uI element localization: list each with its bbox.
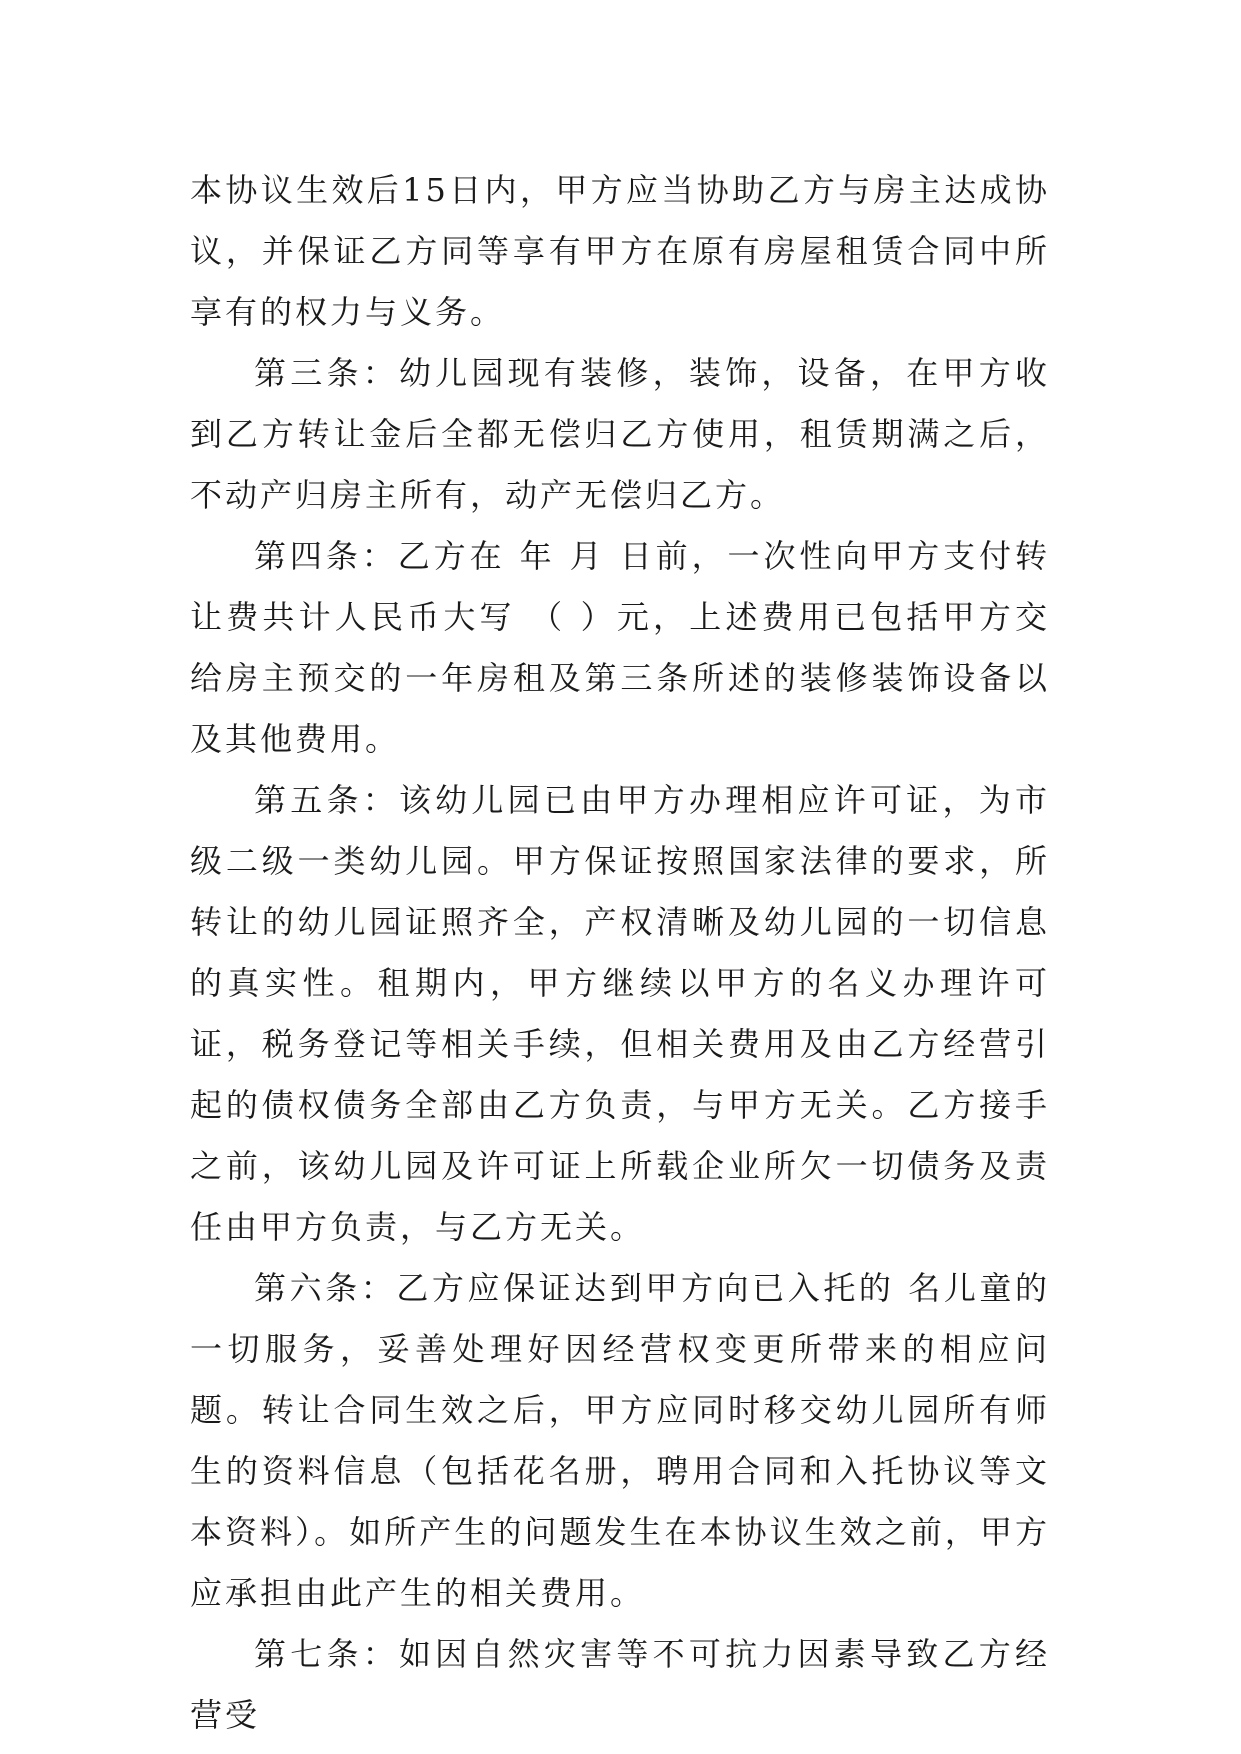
- document-body: [190, 160, 1050, 1746]
- paragraph-article-3: 第三条：幼儿园现有装修，装饰，设备，在甲方收到乙方转让金后全都无偿归乙方使用，租赁期满之后，不动产归房主所有，动产无偿归乙方。: [190, 354, 1050, 514]
- paragraph-article-5: 第五条：该幼儿园已由甲方办理相应许可证，为市级二级一类幼儿园。甲方保证按照国家法律的要求，所转让的幼儿园证照齐全，产权清晰及幼儿园的一切信息的真实性。租期内，甲方继续以甲方的名义办理许可证，税务登记等相关手续，但相关费用及由乙方经营引起的债权债务全部由乙方负责，与甲方无关。乙方接手之前，该幼儿园及许可证上所载企业所欠一切债务及责任由甲方负责，与乙方无关。: [190, 781, 1050, 1246]
- paragraph-1: 本协议生效后15日内，甲方应当协助乙方与房主达成协议，并保证乙方同等享有甲方在原有房屋租赁合同中所享有的权力与义务。: [190, 171, 1050, 331]
- paragraph-article-7: 第七条：如因自然灾害等不可抗力因素导致乙方经营受: [190, 1635, 1050, 1734]
- paragraph-article-4: 第四条：乙方在 年 月 日前，一次性向甲方支付转让费共计人民币大写 （ ）元，上述费用已包括甲方交给房主预交的一年房租及第三条所述的装修装饰设备以及其他费用。: [190, 537, 1050, 758]
- paragraph-article-6: 第六条：乙方应保证达到甲方向已入托的 名儿童的一切服务，妥善处理好因经营权变更所带来的相应问题。转让合同生效之后，甲方应同时移交幼儿园所有师生的资料信息（包括花名册，聘用合同和入托协议等文本资料）。如所产生的问题发生在本协议生效之前，甲方应承担由此产生的相关费用。: [190, 1269, 1050, 1612]
